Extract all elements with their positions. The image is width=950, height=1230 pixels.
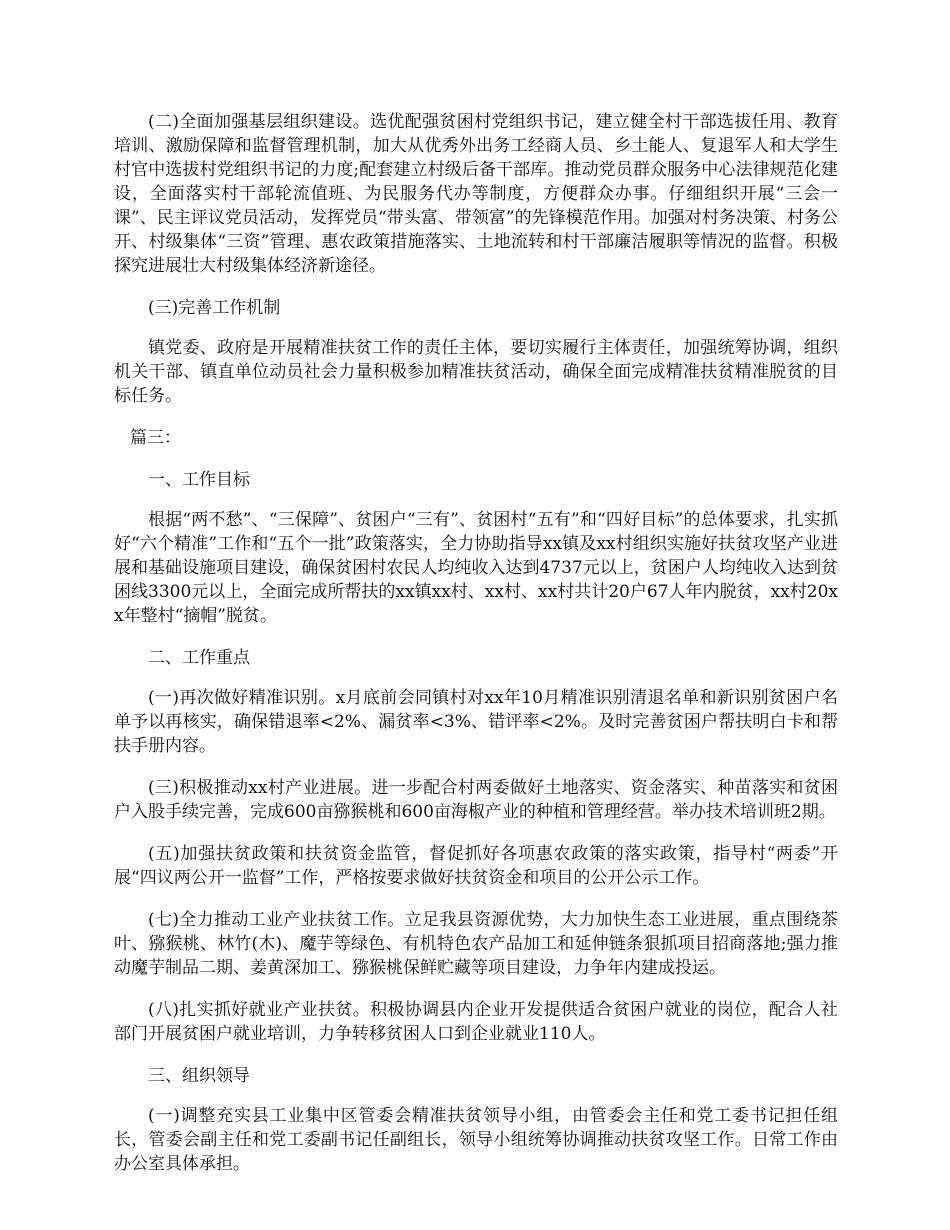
heading-organization-leadership: 三、组织领导 xyxy=(148,1066,250,1086)
paragraph-employment-poverty-relief: (八)扎实抓好就业产业扶贫。积极协调县内企业开发提供适合贫困户就业的岗位，配合人社部门开展贫困户就业培训，力争转移贫困人口到企业就业110人。 xyxy=(114,1000,838,1044)
heading-work-goals: 一、工作目标 xyxy=(148,470,250,490)
paragraph-work-mechanism: 镇党委、政府是开展精准扶贫工作的责任主体，要切实履行主体责任，加强统筹协调，组织机关干部、镇直单位动员社会力量积极参加精准扶贫活动，确保全面完成精准扶贫精准脱贫的目标任务。 xyxy=(114,338,838,406)
paragraph-fund-supervision: (五)加强扶贫政策和扶贫资金监管，督促抓好各项惠农政策的落实政策，指导村“两委”开展“四议两公开一监督”工作，严格按要求做好扶贫资金和项目的公开公示工作。 xyxy=(114,844,838,888)
paragraph-leadership-group: (一)调整充实县工业集中区管委会精准扶贫领导小组，由管委会主任和党工委书记担任组长，管委会副主任和党工委副书记任副组长，领导小组统筹协调推动扶贫攻坚工作。日常工作由办公室具体承担。 xyxy=(114,1106,838,1174)
heading-work-mechanism: (三)完善工作机制 xyxy=(148,298,281,318)
paragraph-organization-building: (二)全面加强基层组织建设。选优配强贫困村党组织书记，建立健全村干部选拔任用、教育培训、激励保障和监督管理机制，加大从优秀外出务工经商人员、乡土能人、复退军人和大学生村官中选拔村党组织书记的力度;配套建立村级后备干部库。推动党员群众服务中心法律规范化建设，全面落实村干部轮流值班、为民服务代办等制度，方便群众办事。仔细组织开展“三会一课”、民主评议党员活动，发挥党员“带头富、带领富”的先锋模范作用。加强对村务决策、村务公开、村级集体“三资”管理、惠农政策措施落实、土地流转和村干部廉洁履职等情况的监督。积极探究进展壮大村级集体经济新途径。 xyxy=(114,112,838,276)
document-page xyxy=(114,110,838,1194)
paragraph-industrial-poverty-relief: (七)全力推动工业产业扶贫工作。立足我县资源优势，大力加快生态工业进展，重点围绕茶叶、猕猴桃、林竹(木)、魔芋等绿色、有机特色农产品加工和延伸链条狠抓项目招商落地;强力推动魔芋制品二期、姜黄深加工、猕猴桃保鲜贮藏等项目建设，力争年内建成投运。 xyxy=(114,910,838,978)
paragraph-work-goals: 根据“两不愁”、“三保障”、贫困户“三有”、贫困村“五有”和“四好目标”的总体要求，扎实抓好“六个精准”工作和“五个一批”政策落实，全力协助指导xx镇及xx村组织实施好扶贫攻坚产业进展和基础设施项目建设，确保贫困村农民人均纯收入达到4737元以上，贫困户人均纯收入达到贫困线3300元以上，全面完成所帮扶的xx镇xx村、xx村、xx村共计20户67人年内脱贫，xx村20xx年整村“摘帽”脱贫。 xyxy=(114,510,838,626)
paragraph-industry-development: (三)积极推动xx村产业进展。进一步配合村两委做好土地落实、资金落实、种苗落实和贫困户入股手续完善，完成600亩猕猴桃和600亩海椒产业的种植和管理经营。举办技术培训班2期。 xyxy=(114,778,838,822)
section-title-part-three: 篇三： xyxy=(130,428,181,448)
paragraph-precise-identification: (一)再次做好精准识别。x月底前会同镇村对xx年10月精准识别清退名单和新识别贫困户名单予以再核实，确保错退率<2%、漏贫率<3%、错评率<2%。及时完善贫困户帮扶明白卡和帮扶手册内容。 xyxy=(114,688,838,756)
heading-work-focus: 二、工作重点 xyxy=(148,648,250,668)
